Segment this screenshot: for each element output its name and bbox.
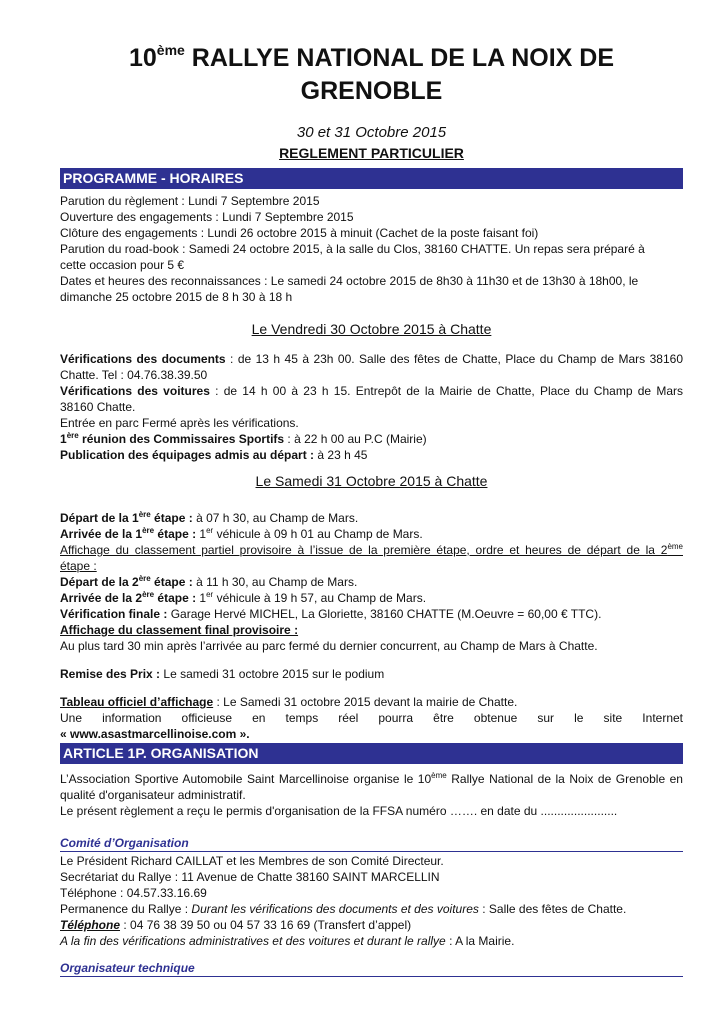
prix-text: Le samedi 31 octobre 2015 sur le podium [160,667,385,681]
depart2-text: à 11 h 30, au Champ de Mars. [192,575,358,589]
verif-finale-label: Vérification finale : [60,607,168,621]
reglement-heading: REGLEMENT PARTICULIER [279,145,464,161]
verif-finale-text: Garage Hervé MICHEL, La Gloriette, 38160 CHATTE (M.Oeuvre = 60,00 € TTC). [167,607,602,621]
arrivee1-sup: ère [142,526,155,535]
article-line3: Le présent règlement a reçu le permis d'organisation de la FFSA numéro ……. en date du ....................... [60,804,618,818]
tableau-label: Tableau officiel d’affichage [60,695,214,709]
title-line1: RALLYE NATIONAL DE LA NOIX DE [184,44,615,72]
programme-line: Dates et heures des reconnaissances : Le samedi 24 octobre 2015 de 8h30 à 11h30 et de 13h30 à 18h00, le [60,274,639,288]
depart1-sup: ère [138,510,151,519]
vendredi-title [60,321,683,337]
arrivee2-text: 1 [196,591,207,605]
arrivee1-label-b: étape : [154,527,197,541]
arrivee1-text-b: véhicule à 09 h 01 au Champ de Mars. [213,527,423,541]
comite-heading: Comité d’Organisation [60,836,683,852]
document-title [60,42,683,108]
article-line2: qualité d'organisateur administratif. [60,788,246,802]
verif-docs-label: Vérifications des documents [60,352,226,366]
fin-italic: A la fin des vérifications administratives et des voitures et durant le rallye [60,934,446,948]
arrivee2-text-b: véhicule à 19 h 57, au Champ de Mars. [213,591,427,605]
title-ordinal-sup: ème [156,42,185,58]
verif-voitures-label: Vérifications des voitures [60,384,210,398]
comite-line: Le Président Richard CAILLAT et les Membres de son Comité Directeur. [60,854,444,868]
permanence-text: : Salle des fêtes de Chatte. [478,902,627,916]
programme-lines [60,193,683,305]
programme-line: cette occasion pour 5 € [60,258,185,272]
reunion-sup: ère [66,431,79,440]
verif-docs-text: : de 13 h 45 à 23h 00. Salle des fêtes de Chatte, Place du Champ de Mars 38160 [225,352,683,366]
affichage-final-text: Au plus tard 30 min après l’arrivée au parc fermé du dernier concurrent, au Champ de Mars à Chatte. [60,639,598,653]
vendredi-block [60,351,683,463]
programme-line: Parution du road-book : Samedi 24 octobre 2015, à la salle du Clos, 38160 CHATTE. Un repas sera préparé à [60,242,645,256]
affichage-partiel-sup: ème [667,542,683,551]
verif-docs-line2: Chatte. Tel : 04.76.38.39.50 [60,368,208,382]
info-line: Une information officieuse en temps réel pourra être obtenue sur le site Internet [60,711,683,725]
permanence-label: Permanence du Rallye : [60,902,192,916]
arrivee1-text-sup: er [206,526,214,535]
depart1-label: Départ de la 1 [60,511,139,525]
affichage-final-label: Affichage du classement final provisoire : [60,623,299,637]
title-ordinal: 10 [128,44,157,72]
verif-voitures-line2: 38160 Chatte. [60,400,136,414]
organisateur-heading: Organisateur technique [60,961,683,977]
depart2-sup: ère [138,574,151,583]
depart2-label-b: étape : [150,575,193,589]
affichage-partiel-etape: étape : [60,559,97,573]
article-line1: L’Association Sportive Automobile Saint Marcellinoise organise le 10 [60,772,432,786]
reunion-label: réunion des Commissaires Sportifs [78,432,285,446]
arrivee1-label: Arrivée de la 1 [60,527,143,541]
title-line2: GRENOBLE [300,77,443,105]
comite-line: Téléphone : 04.57.33.16.69 [60,886,207,900]
parc-ferme-text: Entrée en parc Fermé après les vérifications. [60,416,299,430]
programme-line: dimanche 25 octobre 2015 de 8 h 30 à 18 h [60,290,293,304]
permanence-italic: Durant les vérifications des documents et des voitures [191,902,479,916]
article-line1-b: Rallye National de la Noix de Grenoble en [446,772,683,786]
samedi-title [60,473,683,489]
arrivee2-text-sup: er [206,590,214,599]
comite-block [60,853,683,949]
programme-line: Ouverture des engagements : Lundi 7 Septembre 2015 [60,210,354,224]
programme-header: PROGRAMME - HORAIRES [60,168,683,189]
reunion-text: : à 22 h 00 au P.C (Mairie) [284,432,427,446]
programme-line: Parution du règlement : Lundi 7 Septembre 2015 [60,194,320,208]
article-header: ARTICLE 1P. ORGANISATION [60,743,683,764]
article-line1-sup: ème [431,771,447,780]
samedi-title-text: Le Samedi 31 Octobre 2015 à Chatte [255,473,488,489]
fin-text: : A la Mairie. [445,934,515,948]
samedi-block [60,510,683,742]
article-intro [60,771,683,819]
arrivee2-label-b: étape : [154,591,197,605]
arrivee1-text: 1 [196,527,207,541]
telephone-text: : 04 76 38 39 50 ou 04 57 33 16 69 (Transfert d’appel) [120,918,412,932]
reunion-num: 1 [60,432,67,446]
event-dates: 30 et 31 Octobre 2015 [296,124,447,141]
prix-label: Remise des Prix : [60,667,161,681]
vendredi-title-text: Le Vendredi 30 Octobre 2015 à Chatte [251,321,492,337]
site-link[interactable]: « www.asastmarcellinoise.com ». [60,727,250,741]
comite-line: Secrétariat du Rallye : 11 Avenue de Chatte 38160 SAINT MARCELLIN [60,870,440,884]
telephone-label: Téléphone [60,918,121,932]
depart1-text: à 07 h 30, au Champ de Mars. [192,511,359,525]
arrivee2-sup: ère [142,590,155,599]
depart1-label-b: étape : [150,511,193,525]
programme-line: Clôture des engagements : Lundi 26 octobre 2015 à minuit (Cachet de la poste faisant foi) [60,226,539,240]
publication-text: à 23 h 45 [314,448,368,462]
affichage-partiel-text: Affichage du classement partiel provisoire à l’issue de la première étape, ordre et heures de départ de la 2 [60,543,668,557]
depart2-label: Départ de la 2 [60,575,139,589]
verif-voitures-text: : de 14 h 00 à 23 h 15. Entrepôt de la Mairie de Chatte, Place du Champ de Mars [209,384,683,398]
arrivee2-label: Arrivée de la 2 [60,591,143,605]
publication-label: Publication des équipages admis au départ : [60,448,315,462]
tableau-text: : Le Samedi 31 octobre 2015 devant la mairie de Chatte. [213,695,518,709]
